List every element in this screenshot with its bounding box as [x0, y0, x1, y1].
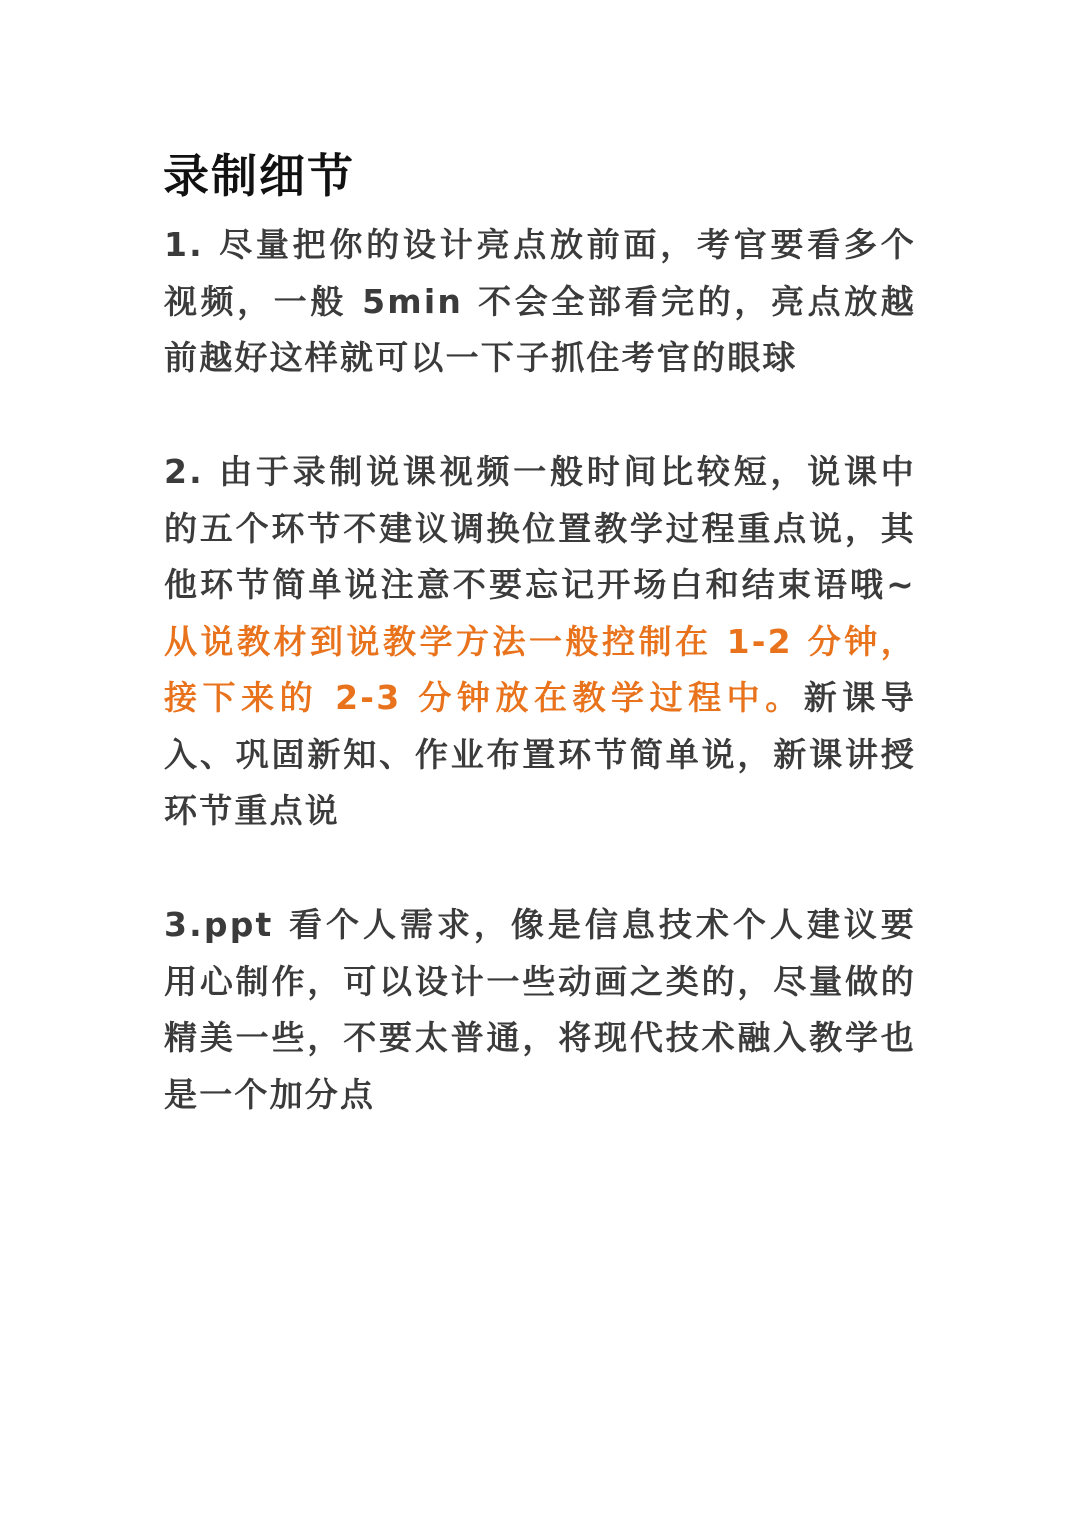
highlighted-timing-text: 从说教材到说教学方法一般控制在 1-2 分钟，接下来的 2-3 分钟放在教学过程中。 — [164, 621, 916, 717]
tip-paragraph-2 — [164, 444, 916, 840]
tip-paragraph-2-outro: 新课导入、巩固新知、作业布置环节简单说，新课讲授环节重点说 — [164, 678, 916, 830]
tip-paragraph-2-intro: 2. 由于录制说课视频一般时间比较短，说课中的五个环节不建议调换位置教学过程重点说，其他环节简单说注意不要忘记开场白和结束语哦~ — [164, 452, 916, 604]
page-title: 录制细节 — [163, 149, 355, 203]
tip-paragraph-3: 3.ppt 看个人需求，像是信息技术个人建议要用心制作，可以设计一些动画之类的，尽量做的精美一些，不要太普通，将现代技术融入教学也是一个加分点 — [164, 905, 916, 1114]
tip-paragraph-1: 1. 尽量把你的设计亮点放前面，考官要看多个视频，一般 5min 不会全部看完的，亮点放越前越好这样就可以一下子抓住考官的眼球 — [164, 225, 916, 377]
